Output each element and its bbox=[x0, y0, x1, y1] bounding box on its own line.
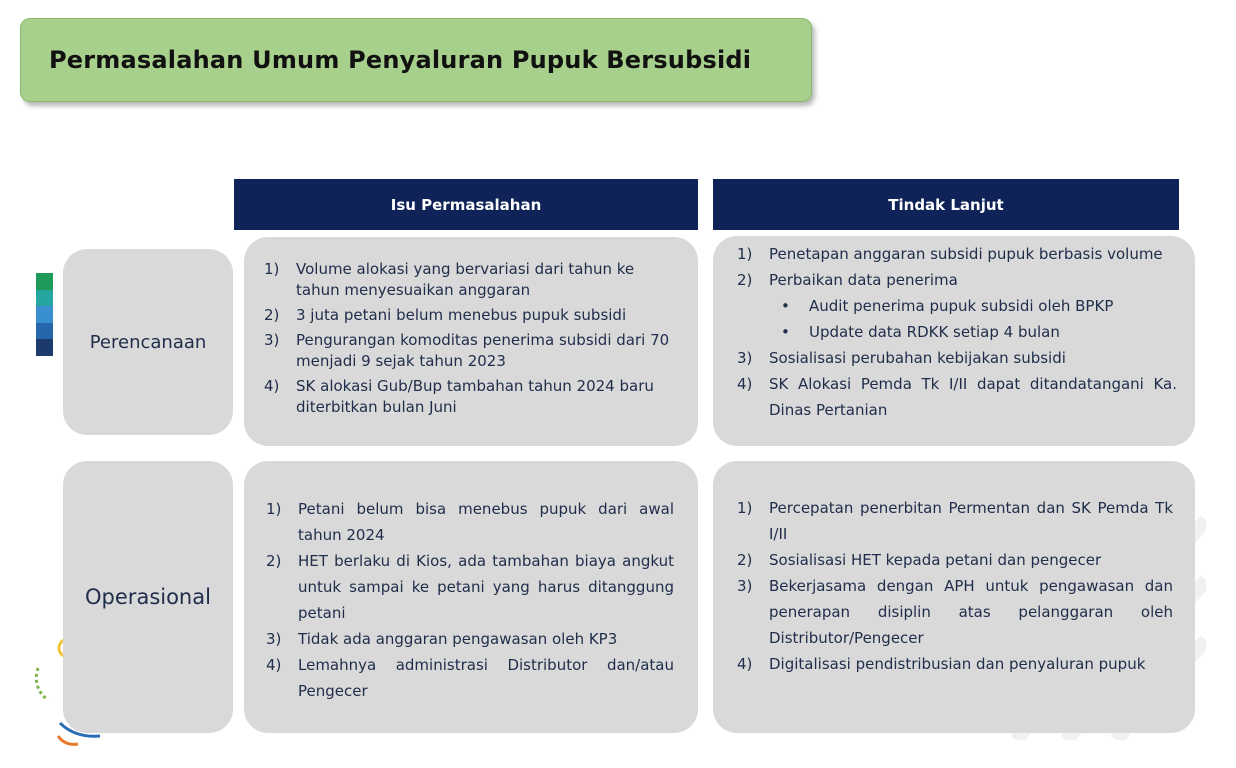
row-label-operasional: Operasional bbox=[63, 461, 233, 733]
header-issues: Isu Permasalahan bbox=[234, 179, 698, 230]
item-text: SK Alokasi Pemda Tk I/II dapat ditandatangani Ka. Dinas Pertanian bbox=[769, 375, 1177, 419]
list-item bbox=[266, 652, 674, 704]
header-followup: Tindak Lanjut bbox=[713, 179, 1179, 230]
followup-list-operasional bbox=[737, 495, 1173, 677]
list-item bbox=[266, 548, 674, 626]
item-text: Bekerjasama dengan APH untuk pengawasan dan penerapan disiplin atas pelanggaran oleh Distributor/Pengecer bbox=[769, 577, 1173, 647]
item-text: 3 juta petani belum menebus pupuk subsidi bbox=[296, 306, 627, 324]
item-text: Tidak ada anggaran pengawasan oleh KP3 bbox=[298, 630, 618, 648]
list-item bbox=[737, 547, 1173, 573]
item-number: 1) bbox=[737, 499, 753, 517]
item-text: Sosialisasi HET kepada petani dan pengecer bbox=[769, 551, 1102, 569]
item-text: Volume alokasi yang bervariasi dari tahun ke tahun menyesuaikan anggaran bbox=[296, 260, 635, 299]
item-number: 4) bbox=[737, 655, 753, 673]
color-bar-3 bbox=[36, 306, 53, 323]
row-label-perencanaan: Perencanaan bbox=[63, 249, 233, 435]
list-item bbox=[266, 626, 674, 652]
color-bar-1 bbox=[36, 273, 53, 290]
list-item bbox=[737, 495, 1173, 547]
item-number: 3) bbox=[264, 331, 280, 349]
item-text: Penetapan anggaran subsidi pupuk berbasis volume bbox=[769, 245, 1163, 263]
page-title: Permasalahan Umum Penyaluran Pupuk Bersubsidi bbox=[49, 46, 752, 74]
item-number: 3) bbox=[737, 577, 753, 595]
item-text: Pengurangan komoditas penerima subsidi dari 70 menjadi 9 sejak tahun 2023 bbox=[296, 331, 670, 370]
item-text: Lemahnya administrasi Distributor dan/atau Pengecer bbox=[298, 656, 674, 700]
item-number: 4) bbox=[266, 656, 282, 674]
item-number: 1) bbox=[266, 500, 282, 518]
issues-card-perencanaan bbox=[244, 237, 698, 446]
list-item bbox=[737, 267, 1177, 345]
item-text: Digitalisasi pendistribusian dan penyaluran pupuk bbox=[769, 655, 1146, 673]
followup-card-operasional bbox=[713, 461, 1195, 733]
followup-list-perencanaan bbox=[737, 241, 1177, 423]
item-text: HET berlaku di Kios, ada tambahan biaya angkut untuk sampai ke petani yang harus ditanggung petani bbox=[298, 552, 674, 622]
list-item bbox=[737, 573, 1173, 651]
item-text: Percepatan penerbitan Permentan dan SK Pemda Tk I/II bbox=[769, 499, 1173, 543]
color-bar-4 bbox=[36, 323, 53, 340]
list-item bbox=[737, 345, 1177, 371]
list-item bbox=[264, 305, 674, 326]
color-bars-decoration bbox=[36, 273, 53, 356]
item-number: 4) bbox=[264, 377, 280, 395]
list-item bbox=[264, 259, 674, 301]
issues-card-operasional bbox=[244, 461, 698, 733]
item-text: Petani belum bisa menebus pupuk dari awal tahun 2024 bbox=[298, 500, 674, 544]
item-text: SK alokasi Gub/Bup tambahan tahun 2024 baru diterbitkan bulan Juni bbox=[296, 377, 654, 416]
list-item bbox=[266, 496, 674, 548]
list-item bbox=[737, 241, 1177, 267]
color-bar-2 bbox=[36, 290, 53, 307]
item-number: 1) bbox=[264, 260, 280, 278]
list-item bbox=[737, 651, 1173, 677]
sub-list bbox=[769, 293, 1177, 345]
list-item bbox=[264, 330, 674, 372]
list-item bbox=[264, 376, 674, 418]
item-text: Perbaikan data penerima bbox=[769, 271, 958, 289]
item-number: 2) bbox=[264, 306, 280, 324]
sub-list-item: • Audit penerima pupuk subsidi oleh BPKP bbox=[769, 293, 1177, 319]
issues-list-operasional bbox=[266, 496, 674, 704]
item-number: 3) bbox=[266, 630, 282, 648]
title-banner bbox=[20, 18, 812, 102]
sub-list-item: • Update data RDKK setiap 4 bulan bbox=[769, 319, 1177, 345]
issues-list-perencanaan bbox=[264, 259, 674, 418]
followup-card-perencanaan bbox=[713, 236, 1195, 446]
item-number: 2) bbox=[737, 551, 753, 569]
list-item bbox=[737, 371, 1177, 423]
item-number: 2) bbox=[266, 552, 282, 570]
item-number: 3) bbox=[737, 349, 753, 367]
item-number: 1) bbox=[737, 245, 753, 263]
item-text: Sosialisasi perubahan kebijakan subsidi bbox=[769, 349, 1066, 367]
item-number: 2) bbox=[737, 271, 753, 289]
color-bar-5 bbox=[36, 339, 53, 356]
item-number: 4) bbox=[737, 375, 753, 393]
